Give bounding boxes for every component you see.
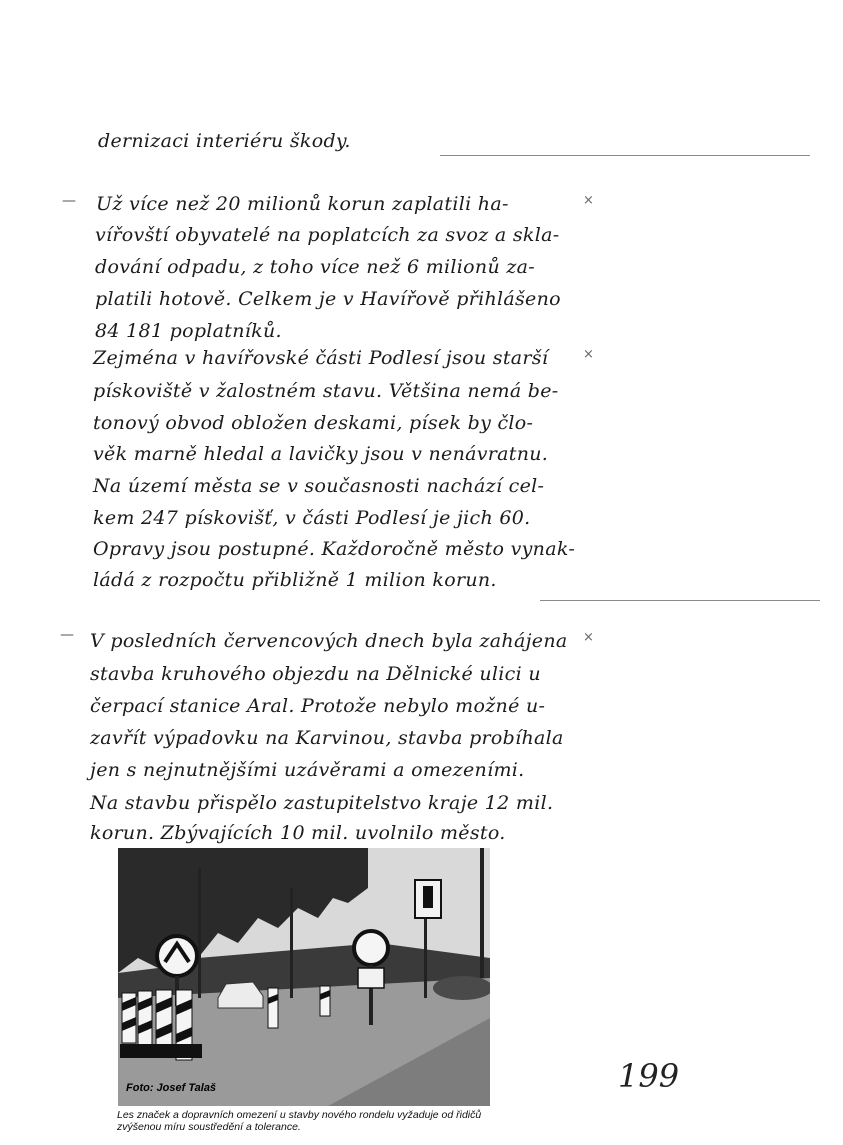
- text-line: Opravy jsou postupné. Každoročně město vynak-: [93, 538, 576, 560]
- text-line: pískoviště v žalostném stavu. Většina nemá be-: [93, 380, 559, 402]
- text-line: dování odpadu, z toho více než 6 milionů za-: [95, 256, 535, 278]
- construction-photo-image: [118, 848, 490, 1106]
- text-line: vířovští obyvatelé na poplatcích za svoz a skla-: [95, 224, 560, 246]
- text-line: ládá z rozpočtu přibližně 1 milion korun.: [93, 569, 497, 591]
- page-number: 199: [618, 1057, 680, 1095]
- text-line: zavřít výpadovku na Karvinou, stavba probíhala: [90, 727, 564, 749]
- margin-dash: —: [62, 193, 76, 209]
- text-line: V posledních červencových dnech byla zahájena: [90, 630, 568, 652]
- margin-dash: —: [60, 627, 74, 643]
- separator-rule: [540, 600, 820, 601]
- text-line: Na stavbu přispělo zastupitelstvo kraje 12 mil.: [90, 792, 554, 814]
- text-line: věk marně hledal a lavičky jsou v nenávratnu.: [93, 443, 549, 465]
- text-line: jen s nejnutnějšími uzávěrami a omezeními.: [90, 759, 525, 781]
- text-line: dernizaci interiéru škody.: [98, 130, 351, 152]
- construction-photo: [118, 848, 490, 1106]
- margin-cross-mark: ×: [583, 193, 594, 208]
- photo-credit: Foto: Josef Talaš: [126, 1082, 217, 1094]
- photo-caption: Les značek a dopravních omezení u stavby nového rondelu vyžaduje od řidičů zvýšenou míru soustředění a tolerance.: [117, 1109, 482, 1133]
- text-line: Na území města se v současnosti nachází cel-: [93, 475, 545, 497]
- text-line: korun. Zbývajících 10 mil. uvolnilo město.: [90, 822, 506, 844]
- separator-rule: [440, 155, 810, 156]
- text-line: čerpací stanice Aral. Protože nebylo možné u-: [90, 695, 546, 717]
- margin-cross-mark: ×: [583, 630, 594, 645]
- text-line: Zejména v havířovské části Podlesí jsou starší: [93, 347, 549, 369]
- text-line: tonový obvod obložen deskami, písek by člo-: [93, 412, 534, 434]
- text-line: Už více než 20 milionů korun zaplatili ha-: [96, 193, 509, 215]
- text-line: stavba kruhového objezdu na Dělnické ulici u: [90, 663, 541, 685]
- text-line: kem 247 pískovišť, v části Podlesí je jich 60.: [93, 507, 531, 529]
- text-line: platili hotově. Celkem je v Havířově přihlášeno: [95, 288, 561, 310]
- margin-cross-mark: ×: [583, 347, 594, 362]
- text-line: 84 181 poplatníků.: [95, 320, 282, 342]
